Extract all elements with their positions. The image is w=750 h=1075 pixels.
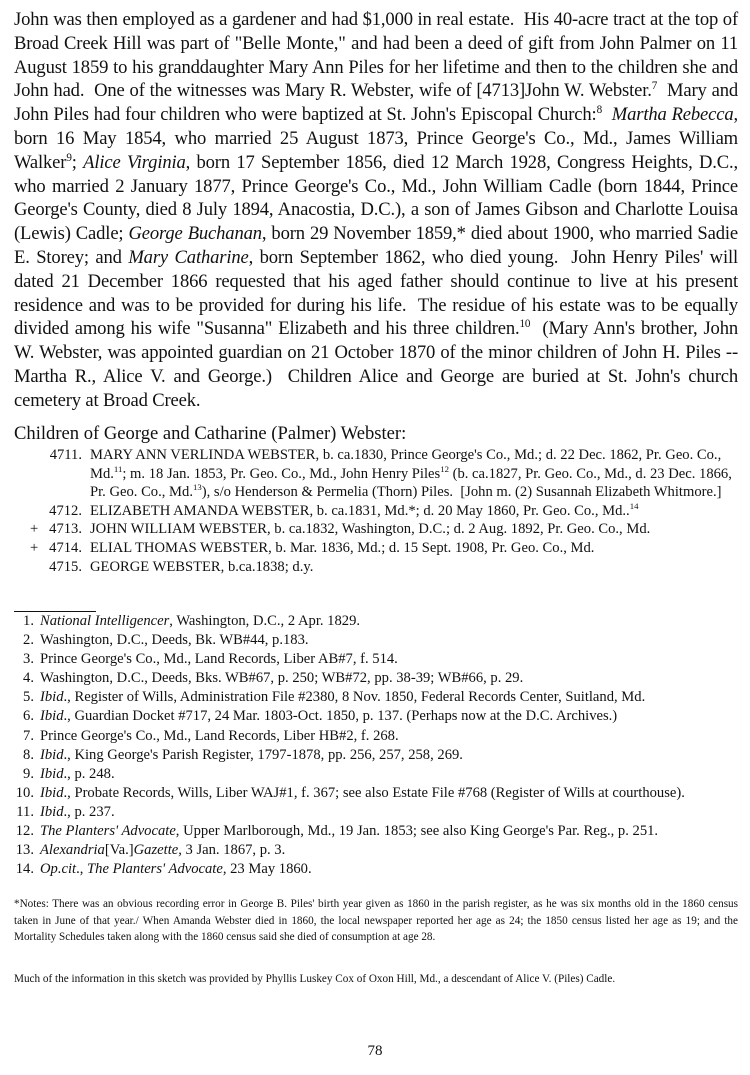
page-number: 78	[367, 1043, 383, 1059]
footnote	[14, 631, 738, 650]
asterisk-notes: *Notes: There was an obvious recording error in George B. Piles' birth year given as 1860 in the parish register, as he was six months old in the 1860 census taken in June of that year./ When Amanda Webster died in 1860, the local newspaper reported her age as 24; the 1850 census listed her age as 19; and the Mortality Schedules taken along with the 1860 census said she died of consumption at age 28.	[14, 898, 738, 943]
child-text: JOHN WILLIAM WEBSTER, b. ca.1832, Washington, D.C.; d. 2 Aug. 1892, Pr. Geo. Co., Md.	[90, 521, 651, 538]
footnote-text: Washington, D.C., Deeds, Bk. WB#44, p.183.	[40, 632, 309, 649]
footnote-number: 2.	[23, 632, 34, 649]
body-paragraph: John was then employed as a gardener and had $1,000 in real estate. His 40-acre tract at the top of Broad Creek Hill was part of "Belle Monte," and had been a deed of gift from John Palmer on 11 August 1859 to his granddaughter Mary Ann Piles for her lifetime and then to the children she and John had. One of the witnesses was Mary R. Webster, wife of [4713]John W. Webster.$^7$ Mary and John Piles had four children who were baptized at St. John's Episcopal Church:$^8$ Martha Rebecca, born 16 May 1854, who married 25 August 1873, Prince George's Co., Md., James William Walker$^9$; Alice Virginia, born 17 September 1856, died 12 March 1928, Congress Heights, D.C., who married 2 January 1877, Prince George's Co., Md., John William Cadle (born 1844, Prince George's County, died 8 July 1894, Anacostia, D.C.), a son of James Gibson and Charlotte Louisa (Lewis) Cadle; George Buchanan, born 29 November 1859,* died about 1900, who married Sadie E. Storey; and Mary Catharine, born September 1862, who died young. John Henry Piles' will dated 21 December 1866 requested that his aged father should continue to live at his present residence and was to be provided for during his life. The residue of his estate was to be equally divided among his wife "Susanna" Elizabeth and his three children.$^{10}$ (Mary Ann's brother, John W. Webster, was appointed guardian on 21 October 1870 of the minor children of John H. Piles -- Martha R., Alice V. and George.) Children Alice and George are buried at St. John's church cemetery at Broad Creek.	[14, 9, 738, 411]
footnote-text: Washington, D.C., Deeds, Bks. WB#67, p. 250; WB#72, pp. 38-39; WB#66, p. 29.	[40, 670, 524, 687]
child-entry	[14, 520, 738, 539]
has-descendants-marker: +	[30, 521, 39, 538]
child-text: MARY ANN VERLINDA WEBSTER, b. ca.1830, Prince George's Co., Md.; d. 22 Dec. 1862, Pr. Geo. Co., Md.$^{11}$; m. 18 Jan. 1853, Pr. Geo. Co., Md., John Henry Piles$^{12}$ (b. ca.1827, Pr. Geo. Co., Md., d. 23 Dec. 1866, Pr. Geo. Co., Md.$^{13}$), s/o Henderson & Permelia (Thorn) Piles. [John m. (2) Susannah Elizabeth Whitmore.]	[90, 447, 732, 501]
child-entry	[14, 446, 738, 502]
footnote-number: 5.	[23, 689, 34, 706]
footnote-text: The Planters' Advocate, Upper Marlborough, Md., 19 Jan. 1853; see also King George's Par. Reg., p. 251.	[40, 823, 659, 840]
footnote	[14, 803, 738, 822]
footnote-text: National Intelligencer, Washington, D.C., 2 Apr. 1829.	[40, 613, 361, 629]
child-number: 4712.	[49, 502, 82, 519]
footnote	[14, 727, 738, 746]
child-number: 4714.	[49, 539, 82, 556]
child-entry	[14, 502, 738, 521]
footnote-number: 13.	[15, 842, 34, 859]
footnote-number: 14.	[15, 861, 34, 878]
footnote	[14, 612, 738, 631]
footnote	[14, 860, 738, 879]
has-descendants-marker: +	[30, 539, 39, 556]
footnote-text: Ibid., King George's Parish Register, 1797-1878, pp. 256, 257, 258, 269.	[40, 746, 463, 763]
footnote-text: Op.cit., The Planters' Advocate, 23 May 1860.	[40, 861, 312, 878]
footnote-number: 1.	[23, 613, 34, 629]
child-text: ELIZABETH AMANDA WEBSTER, b. ca.1831, Md.*; d. 20 May 1860, Pr. Geo. Co., Md..$^{14}$	[90, 500, 639, 519]
footnote-text: Prince George's Co., Md., Land Records, Liber AB#7, f. 514.	[40, 651, 398, 668]
child-text: ELIAL THOMAS WEBSTER, b. Mar. 1836, Md.; d. 15 Sept. 1908, Pr. Geo. Co., Md.	[90, 539, 595, 556]
footnote	[14, 841, 738, 860]
footnote-text: Ibid., p. 237.	[40, 803, 115, 820]
child-number: 4713.	[49, 521, 82, 538]
footnote	[14, 688, 738, 707]
footnote-number: 6.	[23, 708, 34, 725]
child-entry	[14, 539, 738, 558]
child-text: GEORGE WEBSTER, b.ca.1838; d.y.	[90, 558, 314, 575]
footnote-text: Ibid., p. 248.	[40, 765, 115, 782]
footnote-number: 4.	[23, 670, 34, 687]
footnote-text: Ibid., Probate Records, Wills, Liber WAJ#1, f. 367; see also Estate File #768 (Register of Wills at courthouse).	[40, 784, 685, 801]
children-heading: Children of George and Catharine (Palmer) Webster:	[14, 423, 407, 444]
footnote-text: Prince George's Co., Md., Land Records, Liber HB#2, f. 268.	[40, 727, 399, 744]
footnote	[14, 765, 738, 784]
footnote-number: 12.	[15, 823, 34, 840]
footnote	[14, 784, 738, 803]
footnote-number: 10.	[15, 784, 34, 801]
child-number: 4715.	[49, 558, 82, 575]
child-entry	[14, 558, 738, 577]
footnote-number: 8.	[23, 746, 34, 763]
footnote-number: 9.	[23, 765, 34, 782]
footnote	[14, 707, 738, 726]
children-list	[14, 446, 738, 576]
footnote	[14, 746, 738, 765]
footnote-number: 3.	[23, 651, 34, 668]
credit-note: Much of the information in this sketch was provided by Phyllis Luskey Cox of Oxon Hill, Md., a descendant of Alice V. (Piles) Cadle.	[14, 973, 616, 985]
footnote-number: 7.	[23, 727, 34, 744]
footnote-number: 11.	[16, 803, 34, 820]
footnote-text: Alexandria[Va.]Gazette, 3 Jan. 1867, p. 3.	[40, 842, 286, 859]
footnote	[14, 822, 738, 841]
footnote	[14, 669, 738, 688]
footnotes-list	[14, 612, 738, 879]
footnote	[14, 650, 738, 669]
body-text-block	[14, 8, 738, 413]
footnote-text: Ibid., Guardian Docket #717, 24 Mar. 1803-Oct. 1850, p. 137. (Perhaps now at the D.C. Archives.)	[40, 708, 618, 725]
child-number: 4711.	[49, 447, 82, 463]
footnote-text: Ibid., Register of Wills, Administration File #2380, 8 Nov. 1850, Federal Records Center, Suitland, Md.	[40, 689, 646, 706]
